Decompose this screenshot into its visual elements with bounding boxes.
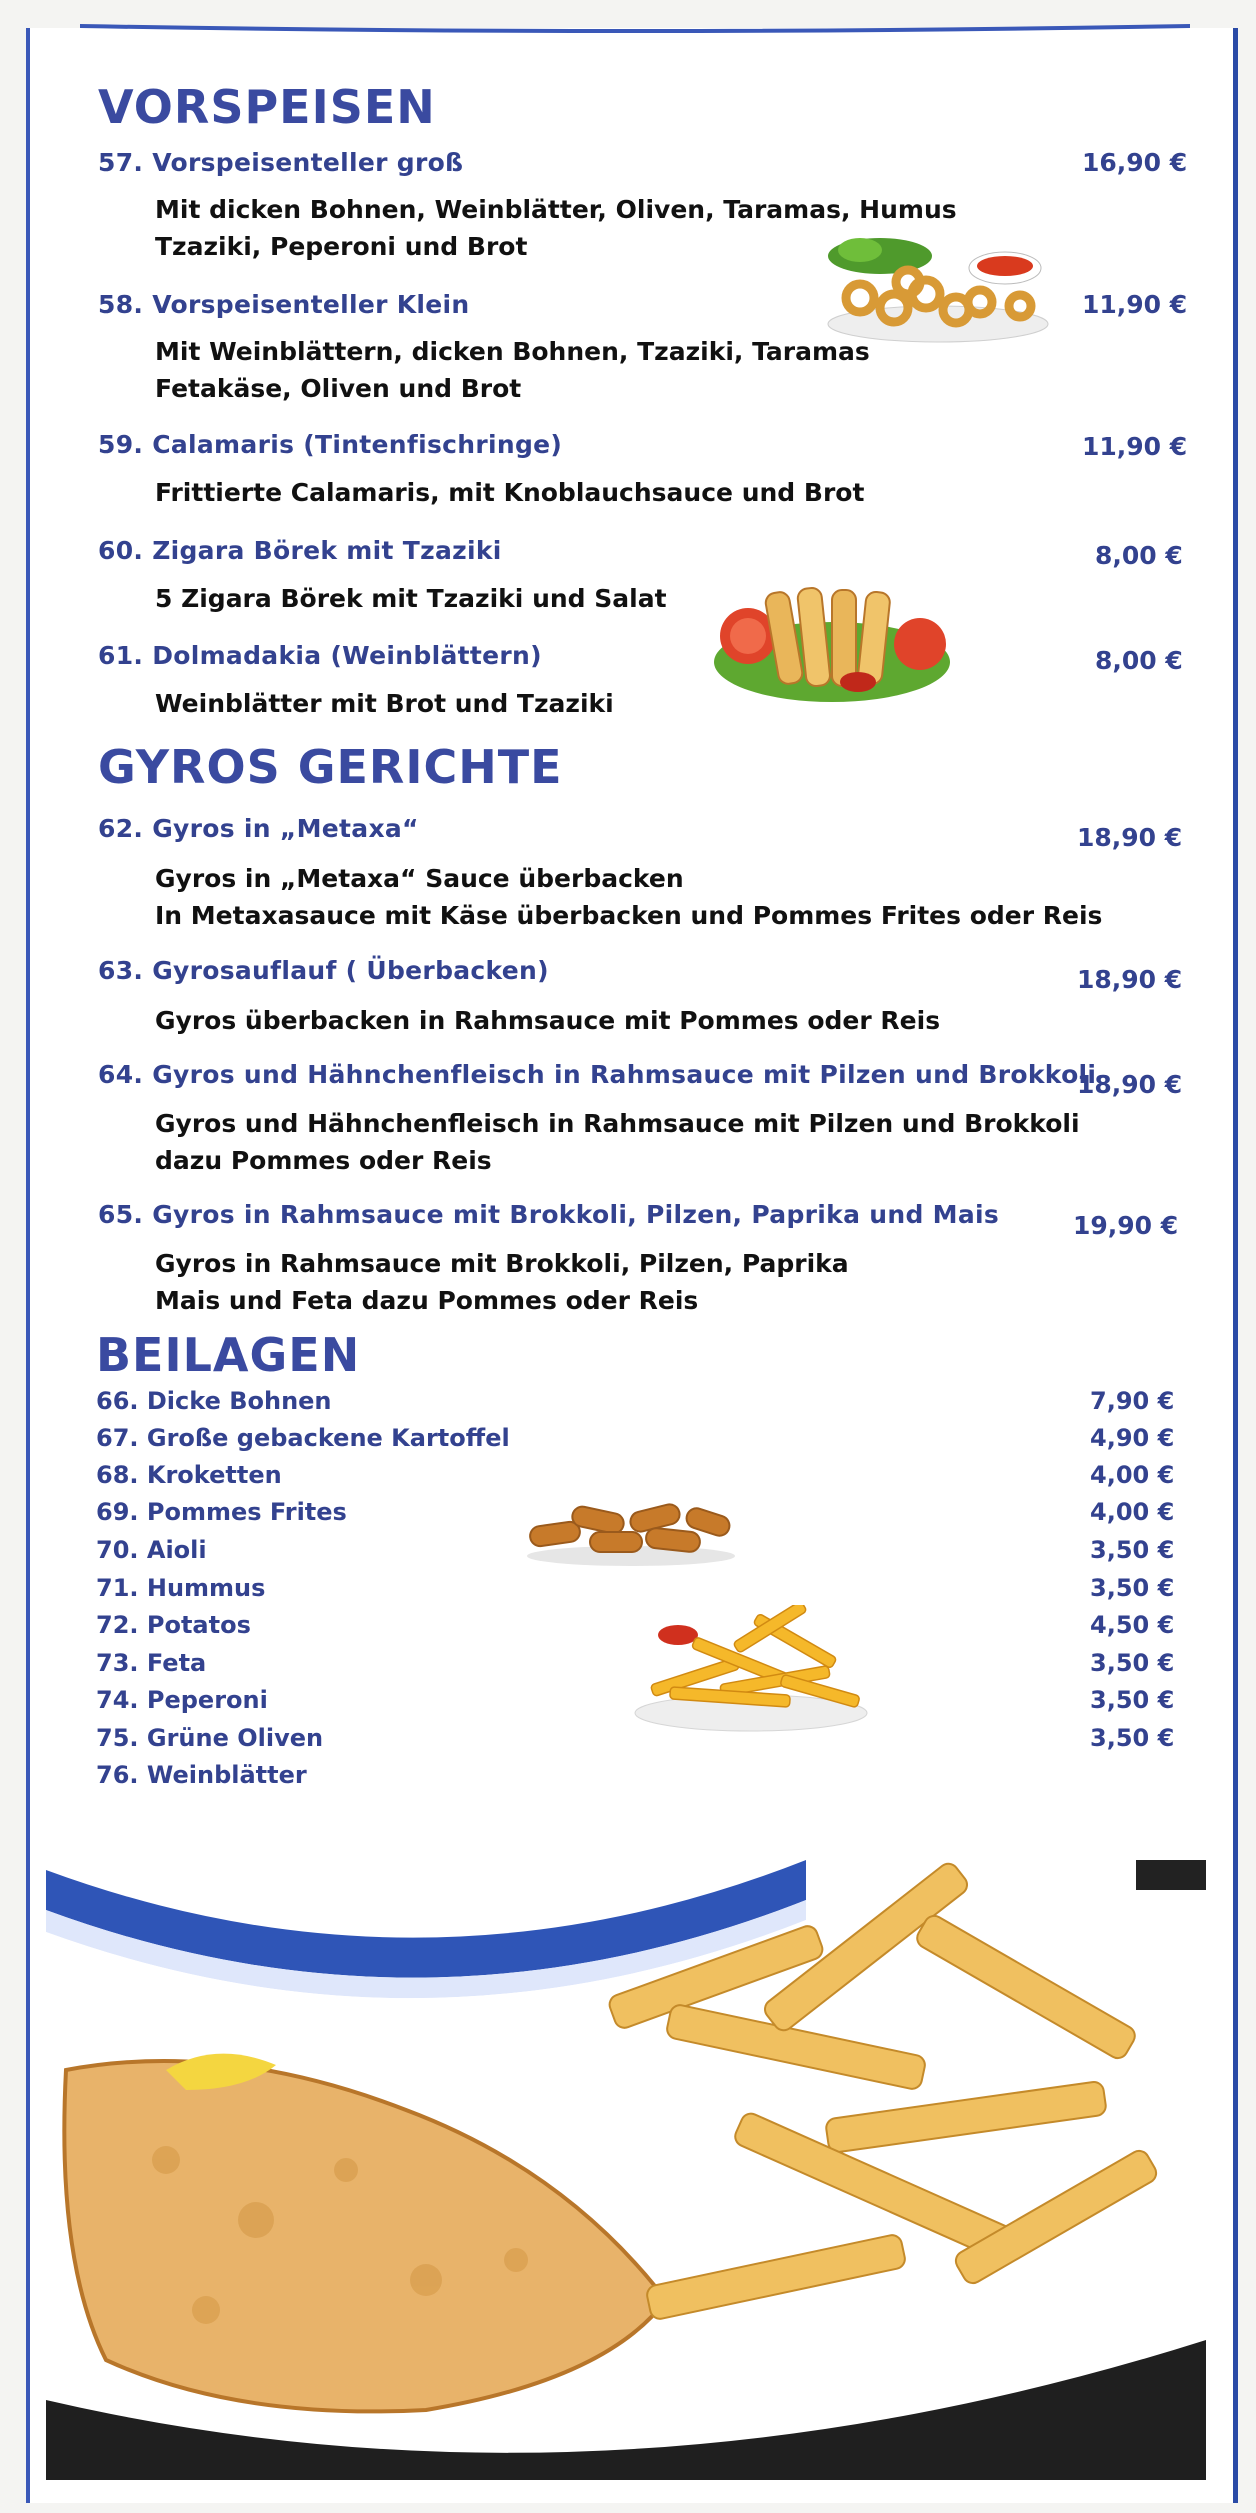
- menu-item-price: 18,90 €: [1077, 1070, 1183, 1099]
- side-item-title: 67. Große gebackene Kartoffel: [96, 1424, 510, 1452]
- section-title-gyros: GYROS GERICHTE: [98, 740, 563, 794]
- side-item-price: 3,50 €: [1090, 1649, 1175, 1677]
- french-fries-icon: [630, 1605, 872, 1735]
- side-item-title: 75. Grüne Oliven: [96, 1724, 324, 1752]
- desc-line: Tzaziki, Peperoni und Brot: [155, 232, 528, 261]
- schnitzel-fries-photo: [46, 1840, 1206, 2480]
- menu-item-title: 58. Vorspeisenteller Klein: [98, 290, 470, 319]
- side-item-title: 74. Peperoni: [96, 1686, 268, 1714]
- desc-line: Mais und Feta dazu Pommes oder Reis: [155, 1286, 699, 1315]
- menu-item-title: 60. Zigara Börek mit Tzaziki: [98, 536, 502, 565]
- menu-item-price: 11,90 €: [1082, 432, 1188, 461]
- menu-item-price: 19,90 €: [1073, 1211, 1179, 1240]
- croquettes-icon: [520, 1488, 742, 1570]
- desc-line: Mit Weinblättern, dicken Bohnen, Tzaziki, Taramas: [155, 337, 870, 366]
- desc-line: Weinblätter mit Brot und Tzaziki: [155, 689, 614, 718]
- side-item-title: 76. Weinblätter: [96, 1761, 307, 1789]
- menu-item-title: 62. Gyros in „Metaxa“: [98, 814, 419, 843]
- menu-item-title: 63. Gyrosauflauf ( Überbacken): [98, 956, 549, 985]
- desc-line: Fetakäse, Oliven und Brot: [155, 374, 522, 403]
- boerek-plate-icon: [706, 578, 958, 710]
- desc-line: dazu Pommes oder Reis: [155, 1146, 492, 1175]
- desc-line: Mit dicken Bohnen, Weinblätter, Oliven, Taramas, Humus: [155, 195, 957, 224]
- menu-item-title: 59. Calamaris (Tintenfischringe): [98, 430, 563, 459]
- calamari-plate-icon: [820, 228, 1056, 344]
- menu-item-description: [155, 333, 870, 407]
- side-item-title: 72. Potatos: [96, 1611, 251, 1639]
- side-item-title: 66. Dicke Bohnen: [96, 1387, 332, 1415]
- menu-item-price: 8,00 €: [1095, 541, 1183, 570]
- desc-line: Gyros in „Metaxa“ Sauce überbacken: [155, 864, 684, 893]
- side-item-title: 69. Pommes Frites: [96, 1498, 347, 1526]
- desc-line: Gyros und Hähnchenfleisch in Rahmsauce mit Pilzen und Brokkoli: [155, 1109, 1080, 1138]
- menu-item-price: 18,90 €: [1077, 965, 1183, 994]
- menu-item-description: [155, 860, 1102, 934]
- menu-item-title: 57. Vorspeisenteller groß: [98, 148, 464, 177]
- menu-item-price: 8,00 €: [1095, 646, 1183, 675]
- side-item-price: 4,90 €: [1090, 1424, 1175, 1452]
- side-item: [96, 1761, 1176, 1798]
- side-item-price: 3,50 €: [1090, 1686, 1175, 1714]
- top-wave-band: [80, 22, 1190, 34]
- desc-line: 5 Zigara Börek mit Tzaziki und Salat: [155, 584, 667, 613]
- side-item: [96, 1387, 1176, 1424]
- desc-line: Frittierte Calamaris, mit Knoblauchsauce und Brot: [155, 478, 865, 507]
- side-item: [96, 1424, 1176, 1461]
- section-title-vorspeisen: VORSPEISEN: [98, 80, 436, 134]
- side-item-price: 3,50 €: [1090, 1724, 1175, 1752]
- side-item-title: 73. Feta: [96, 1649, 207, 1677]
- menu-item-description: [155, 580, 667, 617]
- menu-item-price: 16,90 €: [1082, 148, 1188, 177]
- menu-item-price: 11,90 €: [1082, 290, 1188, 319]
- side-item-price: 4,00 €: [1090, 1498, 1175, 1526]
- side-item-price: 7,90 €: [1090, 1387, 1175, 1415]
- menu-item-description: [155, 1002, 940, 1039]
- side-item-title: 71. Hummus: [96, 1574, 266, 1602]
- side-item-price: 3,50 €: [1090, 1536, 1175, 1564]
- desc-line: Gyros in Rahmsauce mit Brokkoli, Pilzen, Paprika: [155, 1249, 849, 1278]
- desc-line: Gyros überbacken in Rahmsauce mit Pommes oder Reis: [155, 1006, 941, 1035]
- side-item-price: 3,50 €: [1090, 1574, 1175, 1602]
- desc-line: In Metaxasauce mit Käse überbacken und Pommes Frites oder Reis: [155, 901, 1103, 930]
- menu-item-description: [155, 1245, 849, 1319]
- section-title-beilagen: BEILAGEN: [96, 1328, 361, 1382]
- menu-item-description: [155, 474, 864, 511]
- side-item-price: 4,00 €: [1090, 1461, 1175, 1489]
- menu-item-price: 18,90 €: [1077, 823, 1183, 852]
- menu-item-title: 65. Gyros in Rahmsauce mit Brokkoli, Pilzen, Paprika und Mais: [98, 1200, 1000, 1229]
- menu-item-title: 64. Gyros und Hähnchenfleisch in Rahmsauce mit Pilzen und Brokkoli: [98, 1060, 1097, 1089]
- side-item-price: 4,50 €: [1090, 1611, 1175, 1639]
- menu-item-title: 61. Dolmadakia (Weinblättern): [98, 641, 542, 670]
- menu-item-description: [155, 1105, 1080, 1179]
- side-item-title: 68. Kroketten: [96, 1461, 282, 1489]
- side-item-title: 70. Aioli: [96, 1536, 207, 1564]
- menu-item-description: [155, 685, 614, 722]
